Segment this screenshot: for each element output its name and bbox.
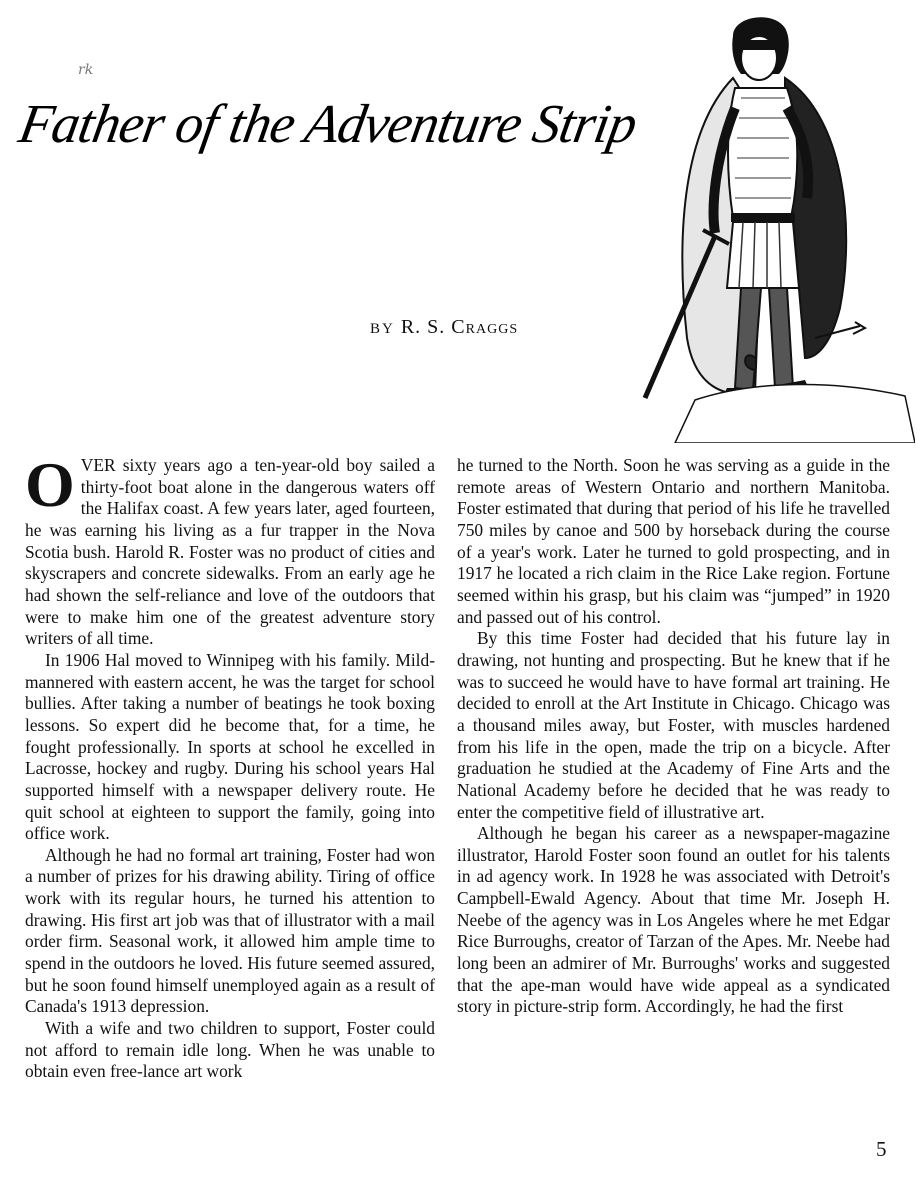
- paragraph: By this time Foster had decided that his future lay in drawing, not hunting and prospecting. But he knew that if he was to succeed he would have to have formal art training. He decided to enroll at the Art Institute in Chicago. Chicago was a thousand miles away, but Foster, with muscles hardened from his life in the open, made the trip on a bicycle. After graduation he studied at the Academy of Fine Arts and the National Academy before he decided that he was ready to enter the competitive field of illustrative art.: [457, 628, 890, 822]
- paragraph: Although he began his career as a newspaper-magazine illustrator, Harold Foster soon found an outlet for his talents in ad agency work. In 1928 he was associated with Detroit's Campbell-Ewald Agency. About that time Mr. Joseph H. Neebe of the agency was in Los Angeles where he met Edgar Rice Burroughs, creator of Tarzan of the Apes. Mr. Neebe had long been an admirer of Mr. Burroughs' works and suggested that the ape-man would have wide appeal as a syndicated story in picture-strip form. Accordingly, he had the first: [457, 823, 890, 1017]
- paragraph: [25, 449, 435, 650]
- article-left-column: [25, 449, 435, 1083]
- drop-cap: O: [25, 449, 75, 520]
- paragraph: In 1906 Hal moved to Winnipeg with his family. Mild-mannered with eastern accent, he was the target for school bullies. After taking a number of beatings he took boxing lessons. So expert did he become that, for a time, he fought professionally. In sports at school he excelled in Lacrosse, hockey and rugby. During his school years Hal supported himself with a newspaper delivery route. He quit school at eighteen to support the family, going into office work.: [25, 649, 435, 844]
- byline-prefix: BY: [370, 321, 395, 337]
- paragraph: he turned to the North. Soon he was serving as a guide in the remote areas of Western Ontario and northern Manitoba. Foster estimated that during that period of his life he travelled 750 miles by canoe and 500 by horseback during the course of a year's work. Later he turned to gold prospecting, and in 1917 he located a rich claim in the Rice Lake region. Fortune seemed within his grasp, but his claim was “jumped” in 1920 and passed out of his control.: [457, 455, 890, 627]
- author-name: R. S. Craggs: [400, 316, 519, 338]
- paragraph: With a wife and two children to support, Foster could not afford to remain idle long. When he was unable to obtain even free-lance art work: [25, 1018, 435, 1082]
- article-right-column: [457, 455, 890, 1018]
- paragraph-text: VER sixty years ago a ten-year-old boy sailed a thirty-foot boat alone in the dangerous waters off the Halifax coast. A few years later, aged fourteen, he was earning his living as a fur trapper in the Nova Scotia bush. Harold R. Foster was no product of cities and skyscrapers and concrete sidewalks. From an early age he had shown the self-reliance and love of the outdoors that were to make him one of the greatest adventure story writers of all time.: [25, 455, 435, 649]
- byline: [370, 316, 518, 339]
- article-title: Father of the Adventure Strip: [14, 93, 642, 154]
- knight-prince-illustration-icon: [615, 8, 915, 443]
- page-number: 5: [876, 1137, 887, 1161]
- stray-mark: rk: [78, 62, 94, 78]
- paragraph: Although he had no formal art training, Foster had won a number of prizes for his drawing ability. Tiring of office work with its regular hours, he turned his attention to drawing. His first art job was that of illustrator with a mail order firm. Seasonal work, it allowed him ample time to spend in the outdoors he loved. His future seemed assured, but he soon found himself unemployed again as a result of Canada's 1913 depression.: [25, 844, 435, 1017]
